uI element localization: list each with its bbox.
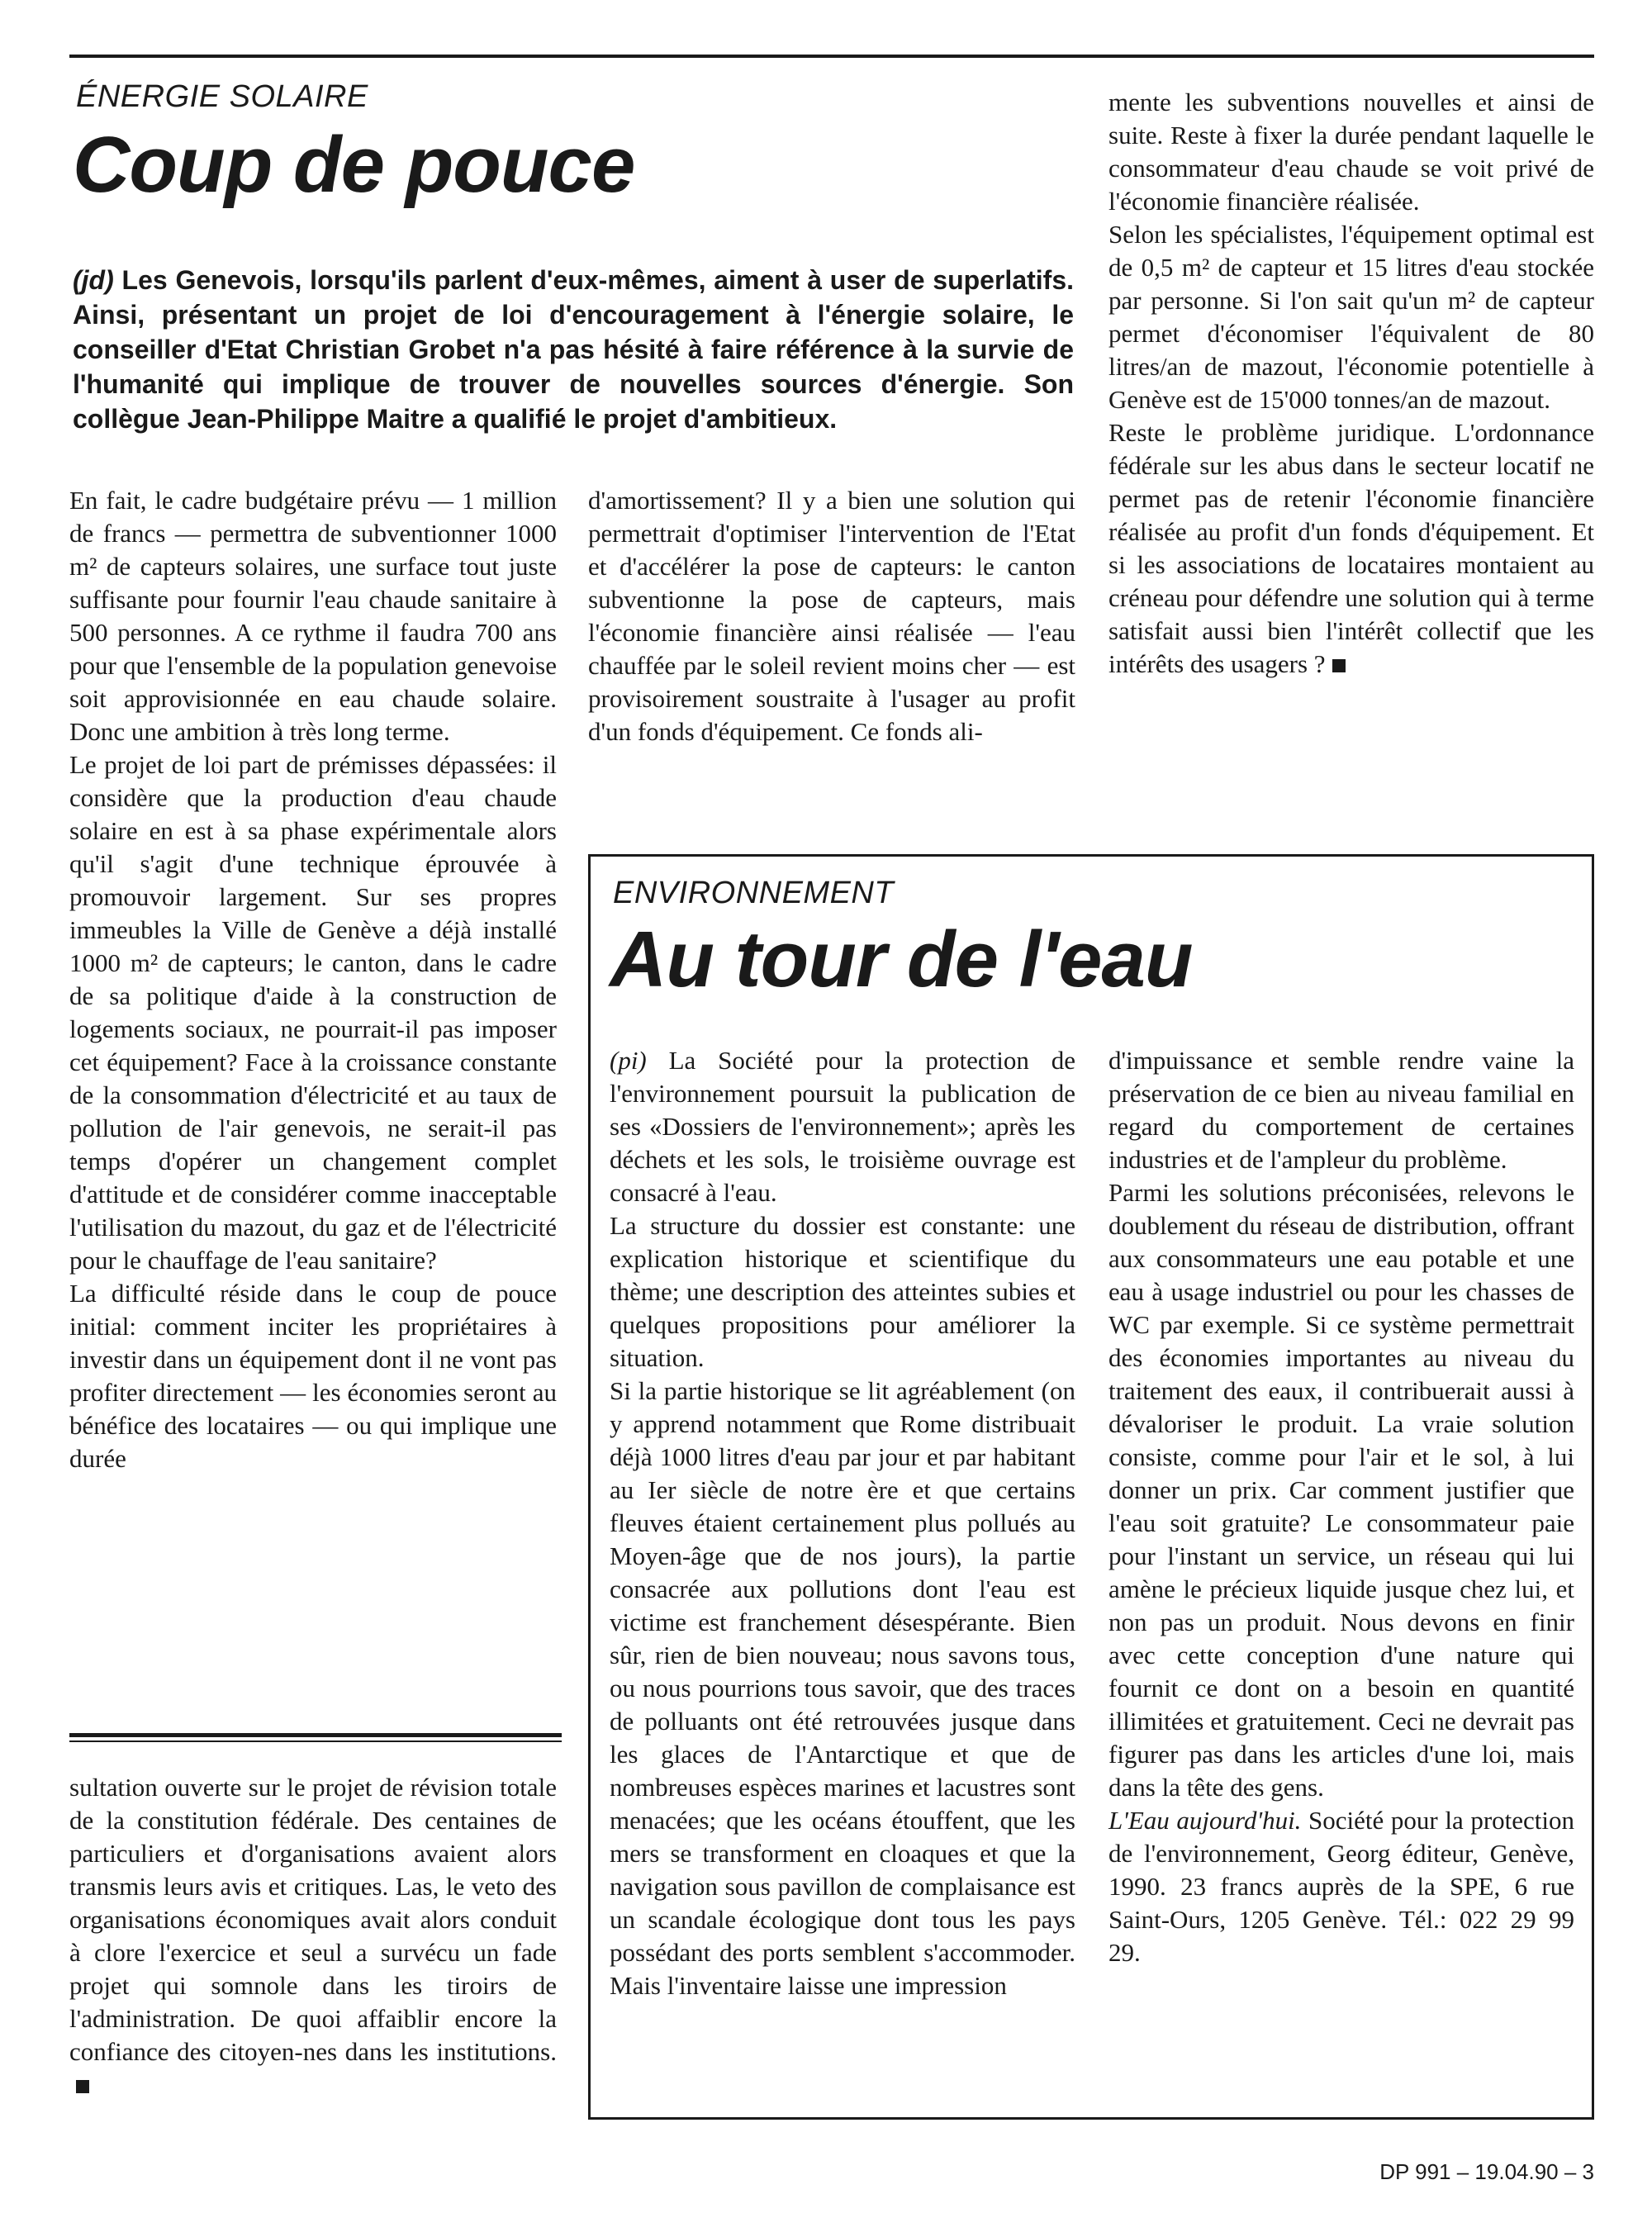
paragraph: Le projet de loi part de prémisses dépassées: il considère que la production d'eau chaude solaire en est à sa phase expérimentale alors qu'il s'agit d'une technique éprouvée à promouvoir largement. Sur ses propres immeubles la Ville de Genève a déjà installé 1000 m² de capteurs; le canton, dans le cadre de sa politique d'aide à la construction de logements sociaux, ne pourrait-il pas imposer cet équipement? Face à la croissance constante de la consommation d'électricité et au taux de pollution de l'air genevois, ne serait-il pas temps d'opérer un changement complet d'attitude et de considérer comme inacceptable l'utilisation du mazout, du gaz et de l'électricité pour le chauffage de l'eau sanitaire? [69, 750, 557, 1275]
article2-initials: (pi) [610, 1046, 647, 1075]
paragraph-text: sultation ouverte sur le projet de révision totale de la constitution fédérale. Des centaines de particuliers et d'organisations avaient alors transmis leurs avis et critiques. Las, le veto des organisations économiques avait alors conduit à clore l'exercice et seul a survécu un fade projet qui somnole dans les tiroirs de l'administration. De quoi affaiblir encore la confiance des citoyen-nes dans les institutions. [69, 1773, 557, 2066]
reference [1108, 1804, 1574, 1969]
top-rule [69, 55, 1594, 58]
reference-title: L'Eau aujourd'hui. [1108, 1806, 1302, 1835]
article2-kicker: ENVIRONNEMENT [613, 876, 895, 910]
article1-column-3 [1108, 86, 1594, 681]
end-mark-icon [1332, 659, 1346, 672]
article1-lead [73, 263, 1074, 436]
paragraph: Si la partie historique se lit agréablement (on y apprend notamment que Rome distribuait déjà 1000 litres d'eau par jour et par habitant au Ier siècle de notre ère et que certains fleuves étaient certainement plus pollués au Moyen-âge que de nos jours), la partie consacrée aux pollutions dont l'eau est victime est franchement désespérante. Bien sûr, rien de bien nouveau; nous savons tous, ou nous pourrions tous savoir, que des traces de polluants ont été retrouvées jusque dans les glaces de l'Antarctique et que de nombreuses espèces marines et lacustres sont menacées; que les océans étouffent, que les mers se transforment en cloaques et que la navigation sous pavillon de complaisance est un scandale écologique dont tous les pays possédant des ports semblent s'accommoder. Mais l'inventaire laisse une impression [610, 1376, 1075, 2000]
paragraph [1108, 416, 1594, 681]
article1-column-2 [588, 484, 1075, 748]
section-divider [69, 1733, 562, 1742]
paragraph: En fait, le cadre budgétaire prévu — 1 million de francs — permettra de subventionner 1000 m² de capteurs solaires, une surface tout juste suffisante pour fournir l'eau chaude sanitaire à 500 personnes. A ce rythme il faudra 700 ans pour que l'ensemble de la population genevoise soit approvisionnée en eau chaude solaire. Donc une ambition à très long terme. [69, 486, 557, 746]
article2-column-1 [610, 1044, 1075, 2002]
paragraph: Parmi les solutions préconisées, relevons le doublement du réseau de distribution, offrant aux consommateurs une eau potable et une eau à usage industriel ou pour les chasses de WC par exemple. Si ce système permettrait des économies importantes au niveau du traitement des eaux, il contribuerait aussi à dévaloriser le produit. La vraie solution consiste, comme pour l'air et le sol, à lui donner un prix. Car comment justifier que l'eau soit gratuite? Le consommateur paie pour l'instant un service, un réseau qui lui amène le précieux liquide jusque chez lui, et non pas un produit. Nous devons en finir avec cette conception d'une nature qui fournit ce dont on a besoin en quantité illimitées et gratuitement. Ceci ne devrait pas figurer pas dans les articles d'une loi, mais dans la tête des gens. [1108, 1178, 1574, 1802]
article2-column-2 [1108, 1044, 1574, 1969]
paragraph [69, 1771, 557, 2101]
paragraph: d'impuissance et semble rendre vaine la préservation de ce bien au niveau familial en regard du comportement de certaines industries et de l'ampleur du problème. [1108, 1046, 1574, 1174]
paragraph: mente les subventions nouvelles et ainsi de suite. Reste à fixer la durée pendant laquelle le consommateur d'eau chaude se voit privé de l'économie financière réalisée. [1108, 88, 1594, 216]
divider-thick-line [69, 1733, 562, 1737]
paragraph-text: Reste le problème juridique. L'ordonnance fédérale sur les abus dans le secteur locatif ne permet pas de retenir l'économie financière réalisée au profit d'un fonds d'équipement. Et si les associations de locataires montaient au créneau pour défendre une solution qui à terme satisfait aussi bien l'intérêt collectif que les intérêts des usagers ? [1108, 418, 1594, 678]
reference-text: Société pour la protection de l'environnement, Georg éditeur, Genève, 1990. 23 francs auprès de la SPE, 6 rue Saint-Ours, 1205 Genève. Tél.: 022 29 99 29. [1108, 1806, 1574, 1967]
article2-title: Au tour de l'eau [610, 915, 1193, 1004]
article1-lead-initials: (jd) [73, 265, 114, 295]
article1-title: Coup de pouce [73, 121, 635, 209]
prev-article-continuation [69, 1771, 557, 2101]
article1-kicker: ÉNERGIE SOLAIRE [76, 79, 368, 114]
paragraph: La structure du dossier est constante: une explication historique et scientifique du thème; une description des atteintes subies et quelques propositions pour améliorer la situation. [610, 1211, 1075, 1372]
divider-thin-line [69, 1740, 562, 1742]
paragraph-text: La Société pour la protection de l'environnement poursuit la publication de ses «Dossiers de l'environnement»; après les déchets et les sols, le troisième ouvrage est consacré à l'eau. [610, 1046, 1075, 1207]
page-footer: DP 991 – 19.04.90 – 3 [1379, 2159, 1594, 2184]
paragraph: d'amortissement? Il y a bien une solution qui permettrait d'optimiser l'intervention de l'Etat et d'accélérer la pose de capteurs: le canton subventionne la pose de capteurs, mais l'économie financière ainsi réalisée — l'eau chauffée par le soleil revient moins cher — est provisoirement soustraite à l'usager au profit d'un fonds d'équipement. Ce fonds ali- [588, 486, 1075, 746]
article1-lead-text: Les Genevois, lorsqu'ils parlent d'eux-mêmes, aiment à user de superlatifs. Ainsi, présentant un projet de loi d'encouragement à l'énergie solaire, le conseiller d'Etat Christian Grobet n'a pas hésité à faire référence à la survie de l'humanité qui implique de trouver de nouvelles sources d'énergie. Son collègue Jean-Philippe Maitre a qualifié le projet d'ambitieux. [73, 265, 1075, 434]
paragraph: La difficulté réside dans le coup de pouce initial: comment inciter les propriétaires à investir dans un équipement dont il ne vont pas profiter directement — les économies seront au bénéfice des locataires — ou qui implique une durée [69, 1279, 557, 1473]
paragraph: Selon les spécialistes, l'équipement optimal est de 0,5 m² de capteur et 15 litres d'eau stockée par personne. Si l'on sait qu'un m² de capteur permet d'économiser l'équivalent de 80 litres/an de mazout, l'économie potentielle à Genève est de 15'000 tonnes/an de mazout. [1108, 220, 1594, 414]
paragraph [610, 1044, 1075, 1209]
article1-column-1 [69, 484, 557, 1475]
end-mark-icon [76, 2080, 89, 2093]
